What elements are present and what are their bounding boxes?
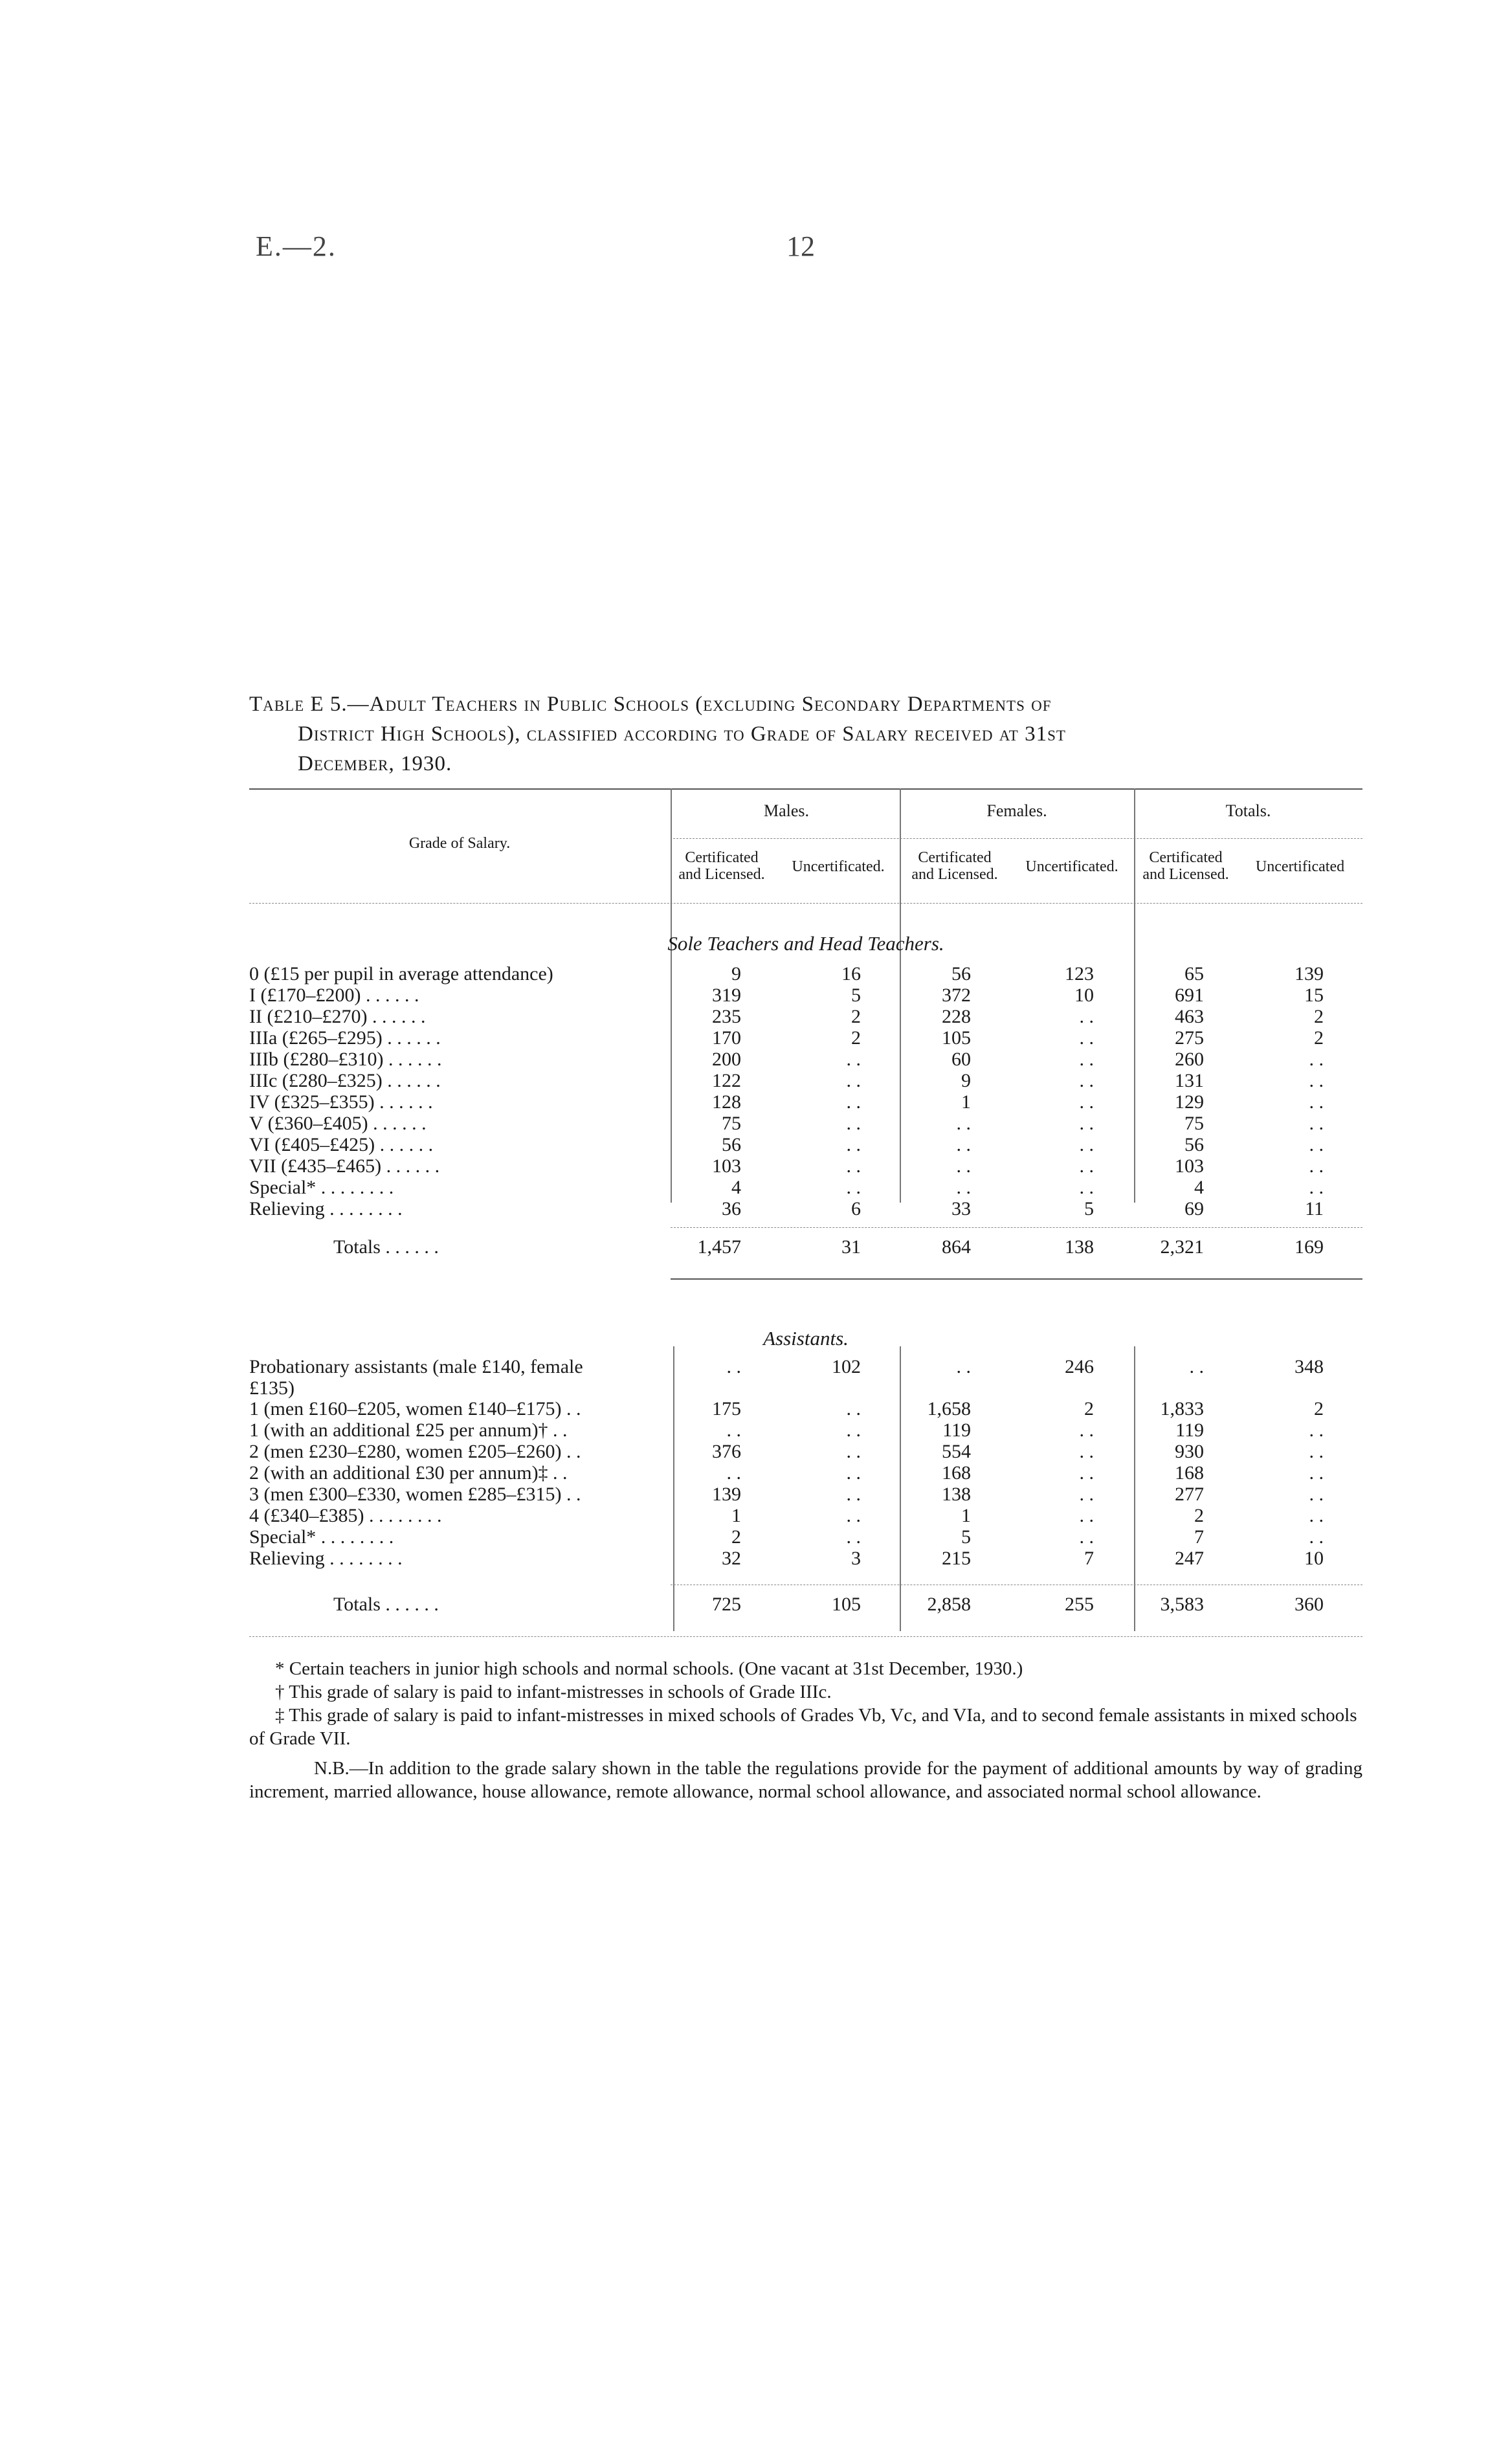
sole-cell: . . <box>1079 1049 1094 1070</box>
sole-cell: 33 <box>951 1198 971 1219</box>
asst-cell: . . <box>1309 1419 1324 1441</box>
title-line-2: District High Schools), classified according to Grade of Salary received at 31st <box>298 722 1066 746</box>
sole-totals-cell: 1,457 <box>697 1236 741 1258</box>
sole-cell: . . <box>1079 1070 1094 1091</box>
title-line-1: Table E 5.—Adult Teachers in Public Schools (excluding Secondary Departments of <box>249 693 1052 716</box>
sole-cell: . . <box>1079 1027 1094 1049</box>
sole-cell: 75 <box>722 1113 741 1134</box>
asst-cell: . . <box>1079 1484 1094 1505</box>
nb-note: N.B.—In addition to the grade salary shown in the table the regulations provide for the payment of additional amounts by way of grading increment, married allowance, house allowance, remote allowance, normal school allowance, and associated normal school allowance. <box>249 1758 1362 1802</box>
sole-row-label: IIIc (£280–£325) . . . . . . <box>249 1070 441 1091</box>
footnote-3: ‡ This grade of salary is paid to infant-mistresses in mixed schools of Grades Vb, Vc, and VIa, and to second female assistants in mixed schools of Grade VII. <box>249 1705 1357 1749</box>
sole-cell: 2 <box>1314 1006 1324 1027</box>
sole-cell: 170 <box>712 1027 741 1049</box>
asst-cell: . . <box>846 1526 861 1548</box>
sole-cell: . . <box>1309 1155 1324 1177</box>
asst-cell: 119 <box>942 1419 971 1441</box>
header-grade: Grade of Salary. <box>408 835 511 852</box>
sole-cell: . . <box>1079 1155 1094 1177</box>
sole-row-label: IIIa (£265–£295) . . . . . . <box>249 1027 441 1049</box>
sole-cell: . . <box>1309 1091 1324 1113</box>
sole-cell: 65 <box>1184 963 1204 985</box>
sole-cell: . . <box>846 1177 861 1198</box>
sole-cell: 105 <box>942 1027 971 1049</box>
asst-cell: 376 <box>712 1441 741 1462</box>
sole-cell: 131 <box>1175 1070 1204 1091</box>
sole-row-label: IV (£325–£355) . . . . . . <box>249 1091 433 1113</box>
asst-totals-cell: 2,858 <box>927 1594 971 1615</box>
footnote-2: † This grade of salary is paid to infant-mistresses in schools of Grade IIIc. <box>275 1682 832 1702</box>
asst-cell: 7 <box>1084 1548 1094 1569</box>
sole-cell: 5 <box>851 985 861 1006</box>
asst-cell: . . <box>1309 1505 1324 1526</box>
header-females: Females. <box>986 801 1047 820</box>
header-males-uncert: Uncertificated. <box>792 858 885 875</box>
asst-cell: . . <box>1309 1484 1324 1505</box>
sole-cell: . . <box>1309 1070 1324 1091</box>
asst-cell: . . <box>1309 1441 1324 1462</box>
sole-cell: 69 <box>1184 1198 1204 1219</box>
sole-cell: . . <box>956 1113 971 1134</box>
sole-cell: . . <box>846 1049 861 1070</box>
asst-row-label: Relieving . . . . . . . . <box>249 1548 403 1569</box>
sole-cell: . . <box>1079 1134 1094 1155</box>
asst-cell: 1,658 <box>927 1398 971 1419</box>
sole-cell: 235 <box>712 1006 741 1027</box>
sole-cell: . . <box>846 1113 861 1134</box>
sole-cell: 56 <box>951 963 971 985</box>
sole-cell: 103 <box>1175 1155 1204 1177</box>
asst-cell: 32 <box>722 1548 741 1569</box>
asst-cell: 2 <box>1084 1398 1094 1419</box>
sole-cell: 2 <box>851 1027 861 1049</box>
asst-cell: . . <box>846 1419 861 1441</box>
asst-cell: 2 <box>731 1526 741 1548</box>
asst-cell: 1 <box>731 1505 741 1526</box>
asst-cell: 10 <box>1304 1548 1324 1569</box>
asst-cell: . . <box>846 1484 861 1505</box>
asst-cell: . . <box>1079 1441 1094 1462</box>
asst-cell: 1 <box>961 1505 971 1526</box>
sole-totals-cell: 31 <box>841 1236 861 1258</box>
asst-cell: . . <box>726 1356 741 1377</box>
section-assistants-heading: Assistants. <box>763 1327 849 1350</box>
asst-cell: 102 <box>832 1356 861 1377</box>
asst-cell: . . <box>1079 1505 1094 1526</box>
asst-cell: 930 <box>1175 1441 1204 1462</box>
asst-cell: 215 <box>942 1548 971 1569</box>
header-females-uncert: Uncertificated. <box>1025 858 1118 875</box>
asst-cell: 277 <box>1175 1484 1204 1505</box>
sole-row-label: IIIb (£280–£310) . . . . . . <box>249 1049 442 1070</box>
asst-cell: . . <box>726 1419 741 1441</box>
header-totals: Totals. <box>1225 801 1271 820</box>
footnotes <box>249 1657 1362 1803</box>
sole-cell: 10 <box>1074 985 1094 1006</box>
sole-cell: 4 <box>731 1177 741 1198</box>
asst-cell: 7 <box>1194 1526 1204 1548</box>
sole-cell: 1 <box>961 1091 971 1113</box>
sole-row-label: II (£210–£270) . . . . . . <box>249 1006 426 1027</box>
asst-row-label: 3 (men £300–£330, women £285–£315) . . <box>249 1484 581 1505</box>
sole-cell: . . <box>956 1155 971 1177</box>
header-females-cert: Certificated and Licensed. <box>911 849 998 883</box>
asst-cell: 2 <box>1314 1398 1324 1419</box>
footnote-1: * Certain teachers in junior high schools and normal schools. (One vacant at 31st December, 1930.) <box>275 1658 1023 1679</box>
sole-cell: 16 <box>841 963 861 985</box>
table-title <box>249 689 1362 779</box>
sole-totals-rule <box>671 1227 1362 1228</box>
asst-cell: 554 <box>942 1441 971 1462</box>
header-males: Males. <box>763 801 810 820</box>
sole-cell: 129 <box>1175 1091 1204 1113</box>
title-line-3: December, 1930. <box>298 752 452 775</box>
asst-cell: 1,833 <box>1160 1398 1204 1419</box>
page-reference: E.—2. <box>256 230 337 262</box>
sole-cell: . . <box>1309 1177 1324 1198</box>
asst-cell: 139 <box>712 1484 741 1505</box>
header-mid-rule <box>673 838 1362 839</box>
asst-cell: . . <box>846 1505 861 1526</box>
sole-cell: . . <box>1309 1113 1324 1134</box>
asst-cell: 246 <box>1065 1356 1094 1377</box>
header-totals-uncert: Uncertificated <box>1255 858 1345 875</box>
asst-totals-cell: 725 <box>712 1594 741 1615</box>
asst-row-label: 1 (men £160–£205, women £140–£175) . . <box>249 1398 581 1419</box>
sole-cell: 9 <box>961 1070 971 1091</box>
asst-cell: . . <box>726 1462 741 1484</box>
asst-cell: 175 <box>712 1398 741 1419</box>
sole-cell: 463 <box>1175 1006 1204 1027</box>
sole-cell: 2 <box>1314 1027 1324 1049</box>
sole-cell: 275 <box>1175 1027 1204 1049</box>
sole-cell: . . <box>846 1070 861 1091</box>
sole-cell: 56 <box>1184 1134 1204 1155</box>
sole-cell: . . <box>956 1134 971 1155</box>
asst-cell: . . <box>1079 1526 1094 1548</box>
sole-cell: 200 <box>712 1049 741 1070</box>
sole-totals-cell: 2,321 <box>1160 1236 1204 1258</box>
sole-cell: 103 <box>712 1155 741 1177</box>
asst-cell: . . <box>1079 1419 1094 1441</box>
asst-cell: . . <box>846 1462 861 1484</box>
sole-cell: . . <box>956 1177 971 1198</box>
asst-cell: . . <box>1309 1462 1324 1484</box>
asst-totals-label: Totals . . . . . . <box>333 1594 439 1615</box>
asst-row-label: 1 (with an additional £25 per annum)† . . <box>249 1419 568 1441</box>
sole-cell: 139 <box>1295 963 1324 985</box>
sole-cell: . . <box>846 1155 861 1177</box>
section-sole-heading: Sole Teachers and Head Teachers. <box>667 932 944 955</box>
page-number: 12 <box>786 230 815 262</box>
table-top-rule <box>249 788 1362 790</box>
sole-row-label: I (£170–£200) . . . . . . <box>249 985 419 1006</box>
sole-row-label: 0 (£15 per pupil in average attendance) <box>249 963 553 985</box>
sole-cell: 128 <box>712 1091 741 1113</box>
sole-cell: 122 <box>712 1070 741 1091</box>
asst-cell: . . <box>846 1398 861 1419</box>
sole-cell: 319 <box>712 985 741 1006</box>
table-bottom-rule <box>249 1636 1362 1637</box>
sole-cell: 691 <box>1175 985 1204 1006</box>
asst-cell: 247 <box>1175 1548 1204 1569</box>
sole-cell: 123 <box>1065 963 1094 985</box>
sole-cell: 60 <box>951 1049 971 1070</box>
asst-row-label: 4 (£340–£385) . . . . . . . . <box>249 1505 442 1526</box>
sole-cell: 36 <box>722 1198 741 1219</box>
sole-row-label: VII (£435–£465) . . . . . . <box>249 1155 440 1177</box>
asst-totals-cell: 360 <box>1295 1594 1324 1615</box>
sole-cell: . . <box>1079 1113 1094 1134</box>
asst-cell: . . <box>956 1356 971 1377</box>
sole-cell: 15 <box>1304 985 1324 1006</box>
header-totals-cert: Certificated and Licensed. <box>1142 849 1229 883</box>
sole-totals-label: Totals . . . . . . <box>333 1236 439 1258</box>
header-males-cert: Certificated and Licensed. <box>678 849 765 883</box>
header-bottom-rule <box>249 903 1362 904</box>
asst-cell: 3 <box>851 1548 861 1569</box>
sole-cell: 228 <box>942 1006 971 1027</box>
asst-row-label: 2 (with an additional £30 per annum)‡ . . <box>249 1462 568 1484</box>
asst-cell: . . <box>1189 1356 1204 1377</box>
asst-totals-cell: 105 <box>832 1594 861 1615</box>
sole-cell: 4 <box>1194 1177 1204 1198</box>
asst-row-label: Special* . . . . . . . . <box>249 1526 394 1548</box>
asst-cell: 119 <box>1175 1419 1204 1441</box>
sole-row-label: V (£360–£405) . . . . . . <box>249 1113 427 1134</box>
sole-cell: 9 <box>731 963 741 985</box>
asst-cell: . . <box>1309 1526 1324 1548</box>
sole-totals-cell: 169 <box>1295 1236 1324 1258</box>
asst-row-label: 2 (men £230–£280, women £205–£260) . . <box>249 1441 581 1462</box>
sole-cell: . . <box>846 1134 861 1155</box>
sole-cell: 56 <box>722 1134 741 1155</box>
asst-cell: . . <box>1079 1462 1094 1484</box>
asst-row-label: Probationary assistants (male £140, female <box>249 1356 583 1377</box>
asst-cell: 5 <box>961 1526 971 1548</box>
sole-totals-cell: 864 <box>942 1236 971 1258</box>
sole-cell: 6 <box>851 1198 861 1219</box>
asst-totals-cell: 255 <box>1065 1594 1094 1615</box>
sole-row-label: Relieving . . . . . . . . <box>249 1198 403 1219</box>
sole-cell: . . <box>1079 1091 1094 1113</box>
sole-cell: 2 <box>851 1006 861 1027</box>
sole-row-label: Special* . . . . . . . . <box>249 1177 394 1198</box>
sole-totals-cell: 138 <box>1065 1236 1094 1258</box>
sole-cell: . . <box>1079 1177 1094 1198</box>
sole-cell: 372 <box>942 985 971 1006</box>
asst-cell: 168 <box>942 1462 971 1484</box>
sole-cell: 260 <box>1175 1049 1204 1070</box>
sole-cell: . . <box>1309 1049 1324 1070</box>
sole-cell: . . <box>1309 1134 1324 1155</box>
asst-cell: 168 <box>1175 1462 1204 1484</box>
sole-cell: . . <box>846 1091 861 1113</box>
sole-row-label: VI (£405–£425) . . . . . . <box>249 1134 434 1155</box>
asst-totals-cell: 3,583 <box>1160 1594 1204 1615</box>
sole-cell: 5 <box>1084 1198 1094 1219</box>
asst-row-label-cont: £135) <box>249 1377 295 1399</box>
sole-cell: . . <box>1079 1006 1094 1027</box>
sole-end-rule <box>671 1278 1362 1280</box>
asst-cell: . . <box>846 1441 861 1462</box>
asst-cell: 2 <box>1194 1505 1204 1526</box>
asst-cell: 138 <box>942 1484 971 1505</box>
sole-cell: 11 <box>1305 1198 1324 1219</box>
asst-cell: 348 <box>1295 1356 1324 1377</box>
sole-cell: 75 <box>1184 1113 1204 1134</box>
